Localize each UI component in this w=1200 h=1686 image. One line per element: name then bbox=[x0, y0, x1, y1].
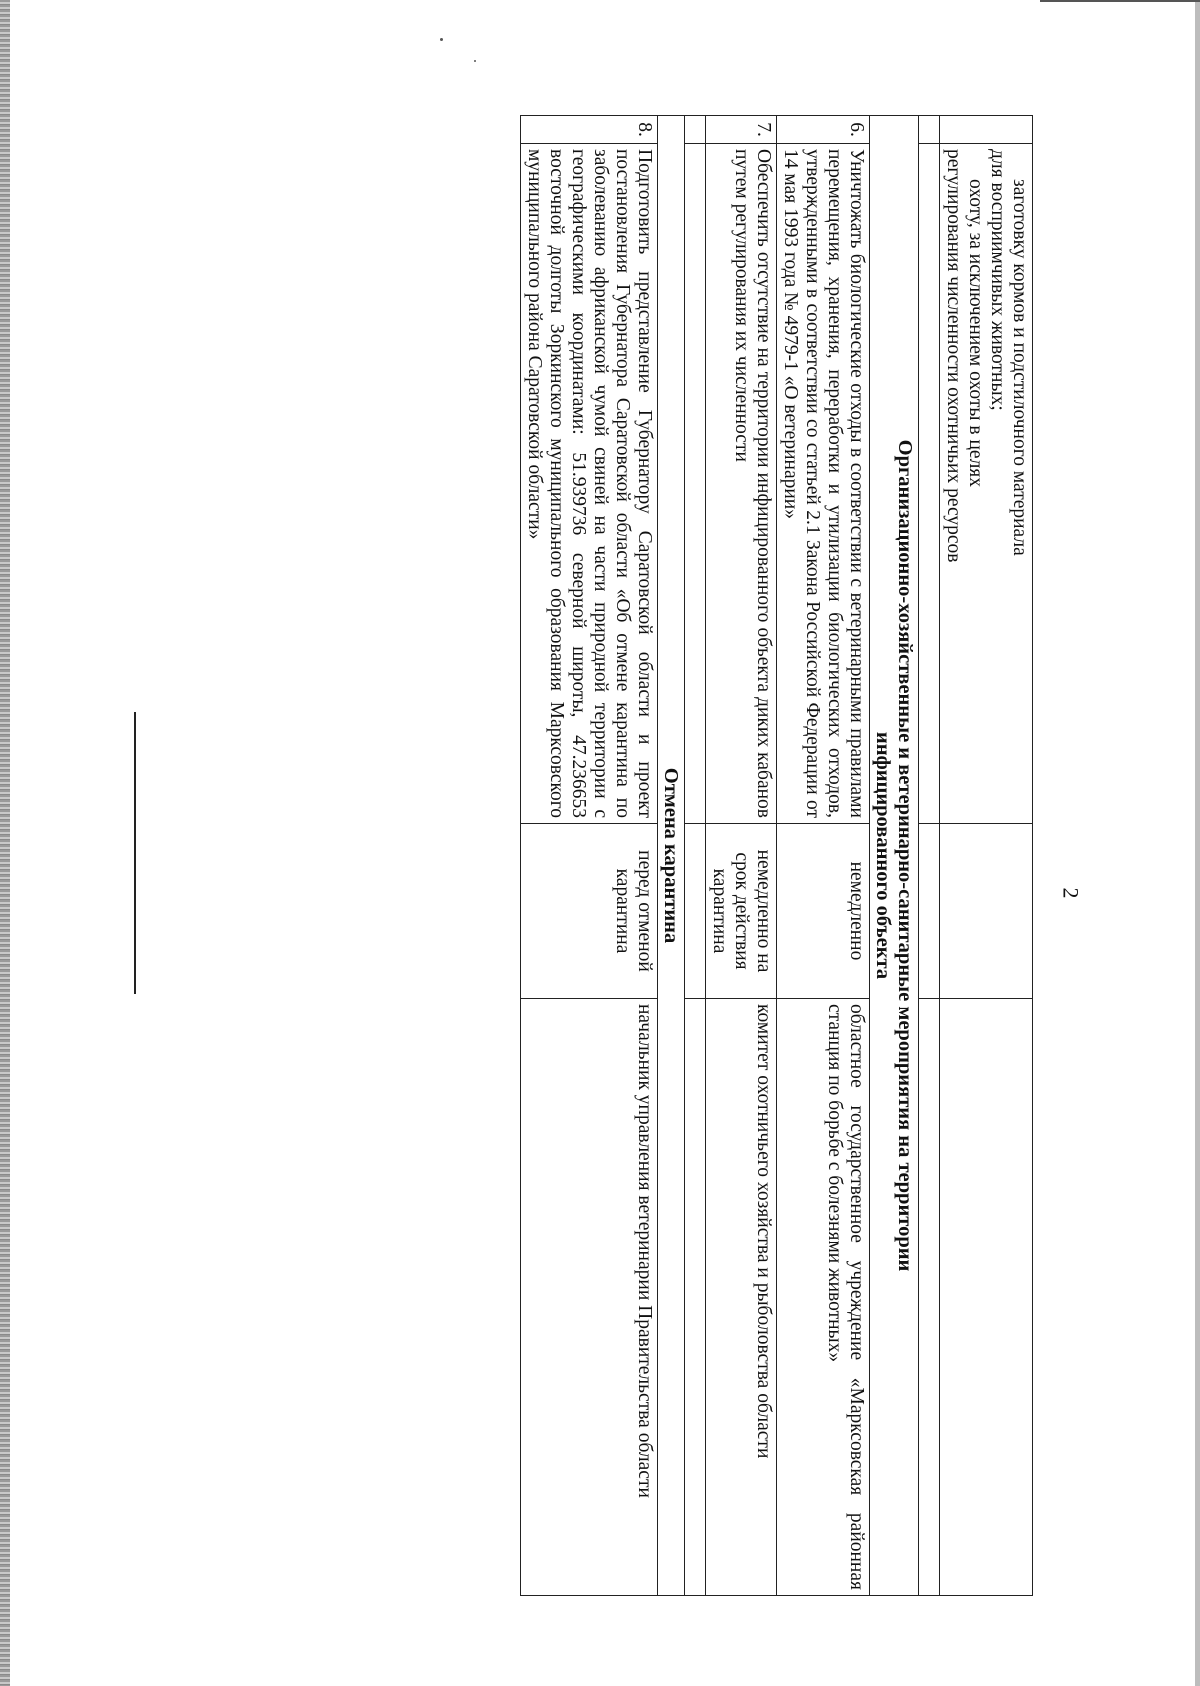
table-cell-measure bbox=[940, 144, 1033, 824]
row-measure: Обеспечить отсутствие на территории инфицированного объекта диких кабанов путем регулирования их численности bbox=[706, 144, 777, 824]
row-number: 8. bbox=[521, 116, 658, 144]
section-title-line: Организационно-хозяйственные и ветеринарно-санитарные мероприятия на территории bbox=[894, 439, 916, 1272]
spacer-cell bbox=[919, 116, 940, 144]
continued-line: охоту, за исключением охоты в целях bbox=[965, 179, 986, 488]
row-number: 7. bbox=[706, 116, 777, 144]
row-responsible: областное государственное учреждение «Марксовская районная станция по борьбе с болезнями животных» bbox=[777, 999, 870, 1596]
row-term: немедленно bbox=[777, 824, 870, 999]
table-row bbox=[706, 116, 777, 1596]
scan-top-rule bbox=[1040, 0, 1200, 2]
row-responsible: начальник управления ветеринарии Правительства области bbox=[521, 999, 658, 1596]
table-cell-responsible bbox=[940, 999, 1033, 1596]
row-measure: Подготовить представление Губернатору Саратовской области и проект постановления Губернатора Саратовской области «Об отмене карантина по заболеванию африканской чумой свиней на части природной территории с географическими координатами: 51.939736 северной широты, 47.236653 восточной долготы Зоркинского муниципального образования Марксовского муниципального района Саратовской области» bbox=[521, 144, 658, 824]
table-spacer-row bbox=[919, 116, 940, 1596]
row-number: 6. bbox=[777, 116, 870, 144]
table-cell-num bbox=[940, 116, 1033, 144]
spacer-cell bbox=[919, 824, 940, 999]
page-number: 2 bbox=[1058, 887, 1084, 899]
spacer-cell bbox=[919, 144, 940, 824]
section-title bbox=[870, 116, 919, 1596]
scan-edge-right bbox=[1195, 0, 1200, 1686]
measures-table bbox=[520, 115, 1033, 1596]
continued-line: заготовку кормов и подстилочного материала bbox=[1009, 179, 1030, 556]
section-header bbox=[870, 116, 919, 1596]
row-term: перед отменой карантина bbox=[521, 824, 658, 999]
spacer-cell bbox=[685, 144, 706, 824]
table-row bbox=[521, 116, 658, 1596]
table-spacer-row bbox=[685, 116, 706, 1596]
spacer-cell bbox=[685, 116, 706, 144]
scan-speck bbox=[474, 60, 476, 62]
scan-edge-left bbox=[0, 0, 10, 1686]
table-row bbox=[777, 116, 870, 1596]
scan-speck bbox=[440, 38, 443, 41]
section-header bbox=[658, 116, 685, 1596]
spacer-cell bbox=[685, 999, 706, 1596]
continued-line: регулирования численности охотничьих ресурсов bbox=[943, 149, 964, 563]
spacer-cell bbox=[919, 999, 940, 1596]
section-title: Отмена карантина bbox=[658, 116, 685, 1596]
row-responsible: комитет охотничьего хозяйства и рыболовства области bbox=[706, 999, 777, 1596]
spacer-cell bbox=[685, 824, 706, 999]
row-term: немедленно на срок действия карантина bbox=[706, 824, 777, 999]
document-end-rule bbox=[134, 712, 136, 994]
table-row bbox=[940, 116, 1033, 1596]
table-cell-term bbox=[940, 824, 1033, 999]
rotated-page-content bbox=[243, 115, 1033, 1595]
section-title-line: инфицированного объекта bbox=[872, 731, 894, 980]
continued-line: для восприимчивых животных; bbox=[987, 149, 1008, 411]
row-measure: Уничтожать биологические отходы в соответствии с ветеринарными правилами перемещения, хранения, переработки и утилизации биологических отходов, утвержденными в соответствии со статьей 2.1 Закона Российской Федерации от 14 мая 1993 года № 4979-1 «О ветеринарии» bbox=[777, 144, 870, 824]
